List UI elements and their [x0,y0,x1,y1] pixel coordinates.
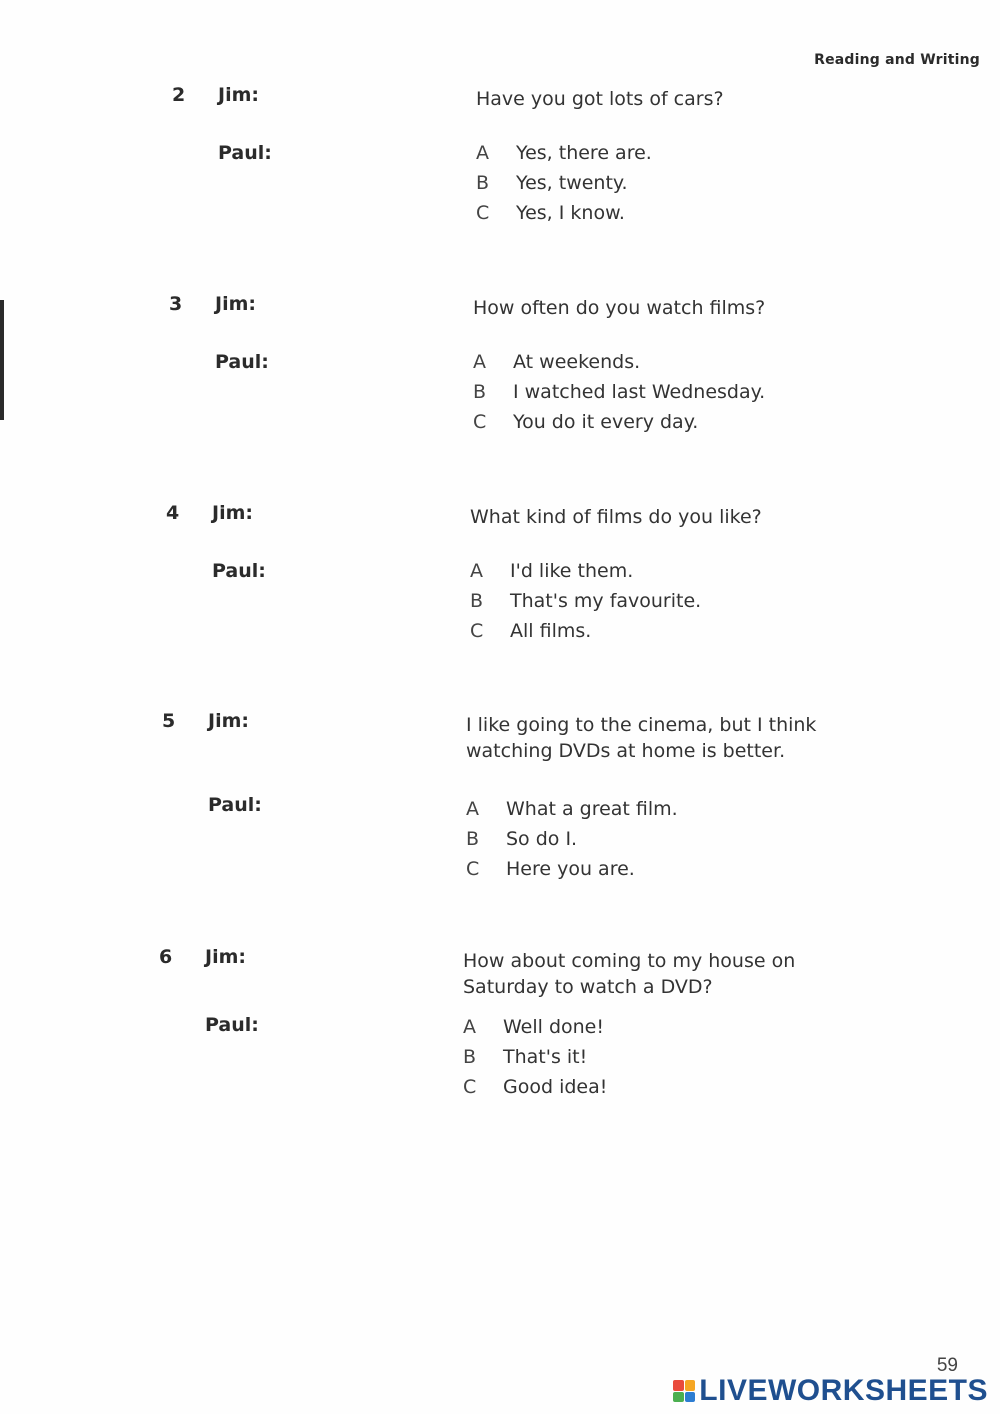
speaker-paul: Paul: [218,142,272,164]
question-number: 2 [172,84,186,106]
question-prompt: Have you got lots of cars? [476,88,724,110]
option-letter: B [463,1046,477,1068]
answer-options [470,560,701,650]
option-text: All films. [510,620,592,642]
option-a[interactable] [466,798,678,828]
question-6 [159,946,1000,1146]
question-2 [172,84,1000,264]
option-c[interactable] [466,858,678,888]
question-prompt: How about coming to my house on Saturday to watch a DVD? [463,950,796,998]
option-text: I watched last Wednesday. [513,381,766,403]
liveworksheets-logo[interactable] [673,1374,988,1408]
speaker-paul: Paul: [205,1014,259,1036]
option-text: I'd like them. [510,560,634,582]
question-prompt: What kind of films do you like? [470,506,762,528]
logo-square-icon [685,1392,696,1403]
option-text: That's my favourite. [510,590,702,612]
option-text: Here you are. [506,858,635,880]
speaker-jim: Jim: [205,946,246,968]
speaker-jim: Jim: [208,710,249,732]
speaker-jim: Jim: [218,84,259,106]
answer-options [476,142,652,232]
question-number: 5 [162,710,176,732]
option-text: That's it! [503,1046,588,1068]
speaker-paul: Paul: [212,560,266,582]
option-a[interactable] [470,560,701,590]
liveworksheets-icon [673,1380,695,1402]
option-letter: C [470,620,484,642]
answer-options [463,1016,607,1106]
option-b[interactable] [473,381,765,411]
option-letter: B [470,590,484,612]
speaker-paul: Paul: [208,794,262,816]
brand-name: LIVEWORKSHEETS [699,1374,988,1407]
question-4 [166,502,1000,682]
option-text: Yes, twenty. [516,172,628,194]
question-prompt: How often do you watch films? [473,297,766,319]
option-c[interactable] [473,411,765,441]
option-letter: B [476,172,490,194]
option-letter: C [476,202,490,224]
option-text: Well done! [503,1016,604,1038]
option-text: You do it every day. [513,411,699,433]
question-number: 6 [159,946,173,968]
option-letter: C [463,1076,477,1098]
logo-square-icon [685,1380,696,1391]
option-letter: A [466,798,479,820]
option-letter: A [473,351,486,373]
option-text: Yes, I know. [516,202,625,224]
speaker-jim: Jim: [215,293,256,315]
option-letter: A [476,142,489,164]
option-text: Yes, there are. [516,142,652,164]
logo-square-icon [673,1392,684,1403]
option-b[interactable] [476,172,652,202]
option-letter: A [463,1016,476,1038]
answer-options [466,798,678,888]
question-3 [169,293,1000,473]
question-number: 4 [166,502,180,524]
question-number: 3 [169,293,183,315]
option-text: What a great film. [506,798,678,820]
logo-square-icon [673,1380,684,1391]
option-letter: B [466,828,480,850]
option-letter: A [470,560,483,582]
speaker-jim: Jim: [212,502,253,524]
option-c[interactable] [476,202,652,232]
speaker-paul: Paul: [215,351,269,373]
page-number: 59 [936,1355,958,1376]
option-c[interactable] [470,620,701,650]
option-b[interactable] [463,1046,607,1076]
option-letter: B [473,381,487,403]
scan-edge-mark [0,300,4,420]
answer-options [473,351,765,441]
option-a[interactable] [463,1016,607,1046]
option-letter: C [473,411,487,433]
option-text: Good idea! [503,1076,608,1098]
section-header: Reading and Writing [814,52,980,68]
question-prompt: I like going to the cinema, but I think watching DVDs at home is better. [466,714,817,762]
option-text: At weekends. [513,351,641,373]
option-b[interactable] [466,828,678,858]
option-a[interactable] [473,351,765,381]
option-b[interactable] [470,590,701,620]
option-text: So do I. [506,828,578,850]
question-5 [162,710,1000,910]
option-letter: C [466,858,480,880]
option-c[interactable] [463,1076,607,1106]
option-a[interactable] [476,142,652,172]
